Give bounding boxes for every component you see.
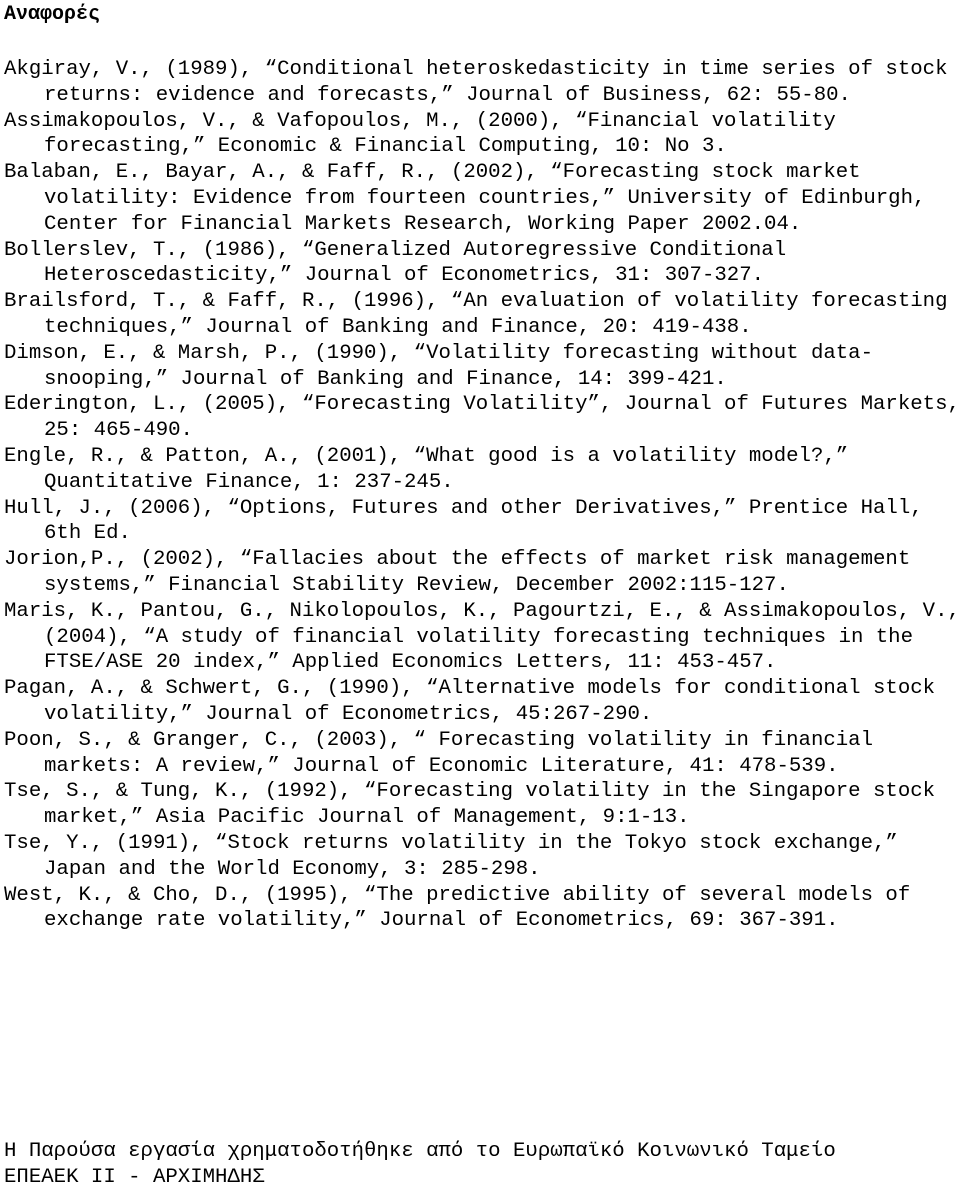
reference-entry: Brailsford, T., & Faff, R., (1996), “An evaluation of volatility forecasting techniques,” Journal of Banking and Finance, 20: 419-438. <box>4 290 948 339</box>
reference-entry: Tse, Y., (1991), “Stock returns volatility in the Tokyo stock exchange,” Japan and the World Economy, 3: 285-298. <box>4 831 898 881</box>
reference-entry: West, K., & Cho, D., (1995), “The predictive ability of several models of exchange rate volatility,” Journal of Econometrics, 69: 367-391. <box>4 883 911 933</box>
funding-line-2: ΕΠΕΑΕΚ ΙΙ - ΑΡΧΙΜΗΔΗΣ <box>4 1166 265 1189</box>
reference-entry: Poon, S., & Granger, C., (2003), “ Forecasting volatility in financial markets: A review,” Journal of Economic Literature, 41: 478-539. <box>4 728 874 778</box>
reference-entry: Engle, R., & Patton, A., (2001), “What good is a volatility model?,” Quantitative Finance, 1: 237-245. <box>4 444 849 494</box>
reference-entry: Balaban, E., Bayar, A., & Faff, R., (2002), “Forecasting stock market volatility: Evidence from fourteen countries,” University of Edinburgh, Center for Financial Markets Research, Working Paper 2002.04. <box>4 161 926 236</box>
reference-entry: Hull, J., (2006), “Options, Futures and other Derivatives,” Prentice Hall, 6th Ed. <box>4 496 923 546</box>
reference-entry: Ederington, L., (2005), “Forecasting Volatility”, Journal of Futures Markets, 25: 465-490. <box>4 393 960 443</box>
reference-entry: Akgiray, V., (1989), “Conditional heteroskedasticity in time series of stock returns: evidence and forecasts,” Journal of Business, 62: 55-80. <box>4 58 948 107</box>
reference-entry: Bollerslev, T., (1986), “Generalized Autoregressive Conditional Heteroscedasticity,” Journal of Econometrics, 31: 307-327. <box>4 238 787 288</box>
reference-entry: Pagan, A., & Schwert, G., (1990), “Alternative models for conditional stock volatility,” Journal of Econometrics, 45:267-290. <box>4 677 936 726</box>
reference-entry: Maris, K., Pantou, G., Nikolopoulos, K., Pagourtzi, E., & Assimakopoulos, V., (2004), “A study of financial volatility forecasting techniques in the FTSE/ASE 20 index,” Applied Economics Letters, 11: 453-457. <box>4 599 960 675</box>
funding-line-1: Η Παρούσα εργασία χρηματοδοτήθηκε από το Ευρωπαϊκό Κοινωνικό Ταμείο <box>4 1140 836 1163</box>
reference-list <box>4 57 960 934</box>
reference-entry: Assimakopoulos, V., & Vafopoulos, M., (2000), “Financial volatility forecasting,” Economic & Financial Computing, 10: No 3. <box>4 109 836 159</box>
reference-entry: Jorion,P., (2002), “Fallacies about the effects of market risk management systems,” Financial Stability Review, December 2002:115-127. <box>4 548 911 597</box>
reference-entry: Dimson, E., & Marsh, P., (1990), “Volatility forecasting without data-snooping,” Journal of Banking and Finance, 14: 399-421. <box>4 341 874 391</box>
reference-entry: Tse, S., & Tung, K., (1992), “Forecasting volatility in the Singapore stock market,” Asia Pacific Journal of Management, 9:1-13. <box>4 780 936 830</box>
section-heading: Αναφορές <box>4 3 101 26</box>
funding-note <box>4 1139 960 1191</box>
